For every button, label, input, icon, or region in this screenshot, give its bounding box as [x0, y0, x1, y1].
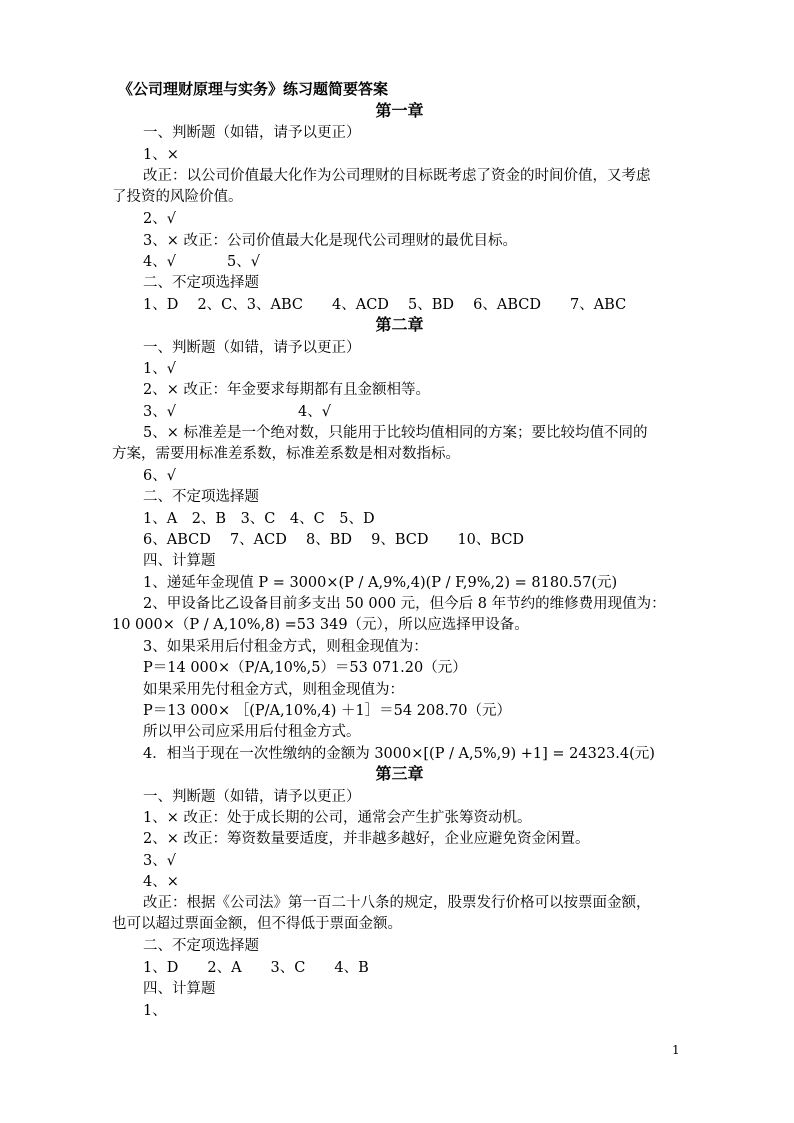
document-title: 《公司理财原理与实务》练习题简要答案 — [118, 80, 389, 98]
answer-line: 方案，需要用标准差系数，标准差系数是相对数指标。 — [112, 446, 460, 462]
section-heading: 二、不定项选择题 — [143, 489, 259, 505]
answer-line: 3、× 改正：公司价值最大化是现代公司理财的最优目标。 — [143, 233, 517, 249]
section-heading: 一、判断题（如错，请予以更正） — [143, 340, 361, 356]
answer-line: 5、√ — [227, 254, 260, 270]
answer-line: 4、√ — [298, 404, 331, 420]
section-heading: 一、判断题（如错，请予以更正） — [143, 125, 361, 141]
calc-line: 所以甲公司应采用后付租金方式。 — [143, 724, 361, 740]
page-number: 1 — [672, 1043, 680, 1057]
section-heading: 二、不定项选择题 — [143, 275, 259, 291]
section-heading: 一、判断题（如错，请予以更正） — [143, 789, 361, 805]
calc-line: 3、如果采用后付租金方式，则租金现值为： — [143, 639, 428, 655]
calc-line: P＝14 000×（P/A,10%,5）＝53 071.20（元） — [143, 660, 467, 676]
answer-line: 4、√ — [143, 254, 176, 270]
calc-line: 2、甲设备比乙设备目前多支出 50 000 元，但今后 8 年节约的维修费用现值为： — [143, 596, 666, 612]
calc-line: 4．相当于现在一次性缴纳的金额为 3000×[(P / A,5%,9) +1] = 24323.4(元) — [143, 746, 655, 762]
answer-line: 3、√ — [143, 853, 176, 869]
calc-line: 如果采用先付租金方式，则租金现值为： — [143, 682, 404, 698]
answer-line: 1、D 2、C、3、ABC 4、ACD 5、BD 6、ABCD 7、ABC — [143, 297, 627, 313]
answer-line: 1、× 改正：处于成长期的公司，通常会产生扩张筹资动机。 — [143, 810, 532, 826]
section-heading: 二、不定项选择题 — [143, 938, 259, 954]
answer-line: 2、× 改正：筹资数量要适度，并非越多越好，企业应避免资金闲置。 — [143, 831, 590, 847]
calc-line: 10 000×（P / A,10%,8) =53 349（元），所以应选择甲设备。 — [112, 617, 529, 633]
answer-line: 6、√ — [143, 468, 176, 484]
answer-line: 1、A 2、B 3、C 4、C 5、D — [143, 511, 375, 527]
answer-line: 改正：根据《公司法》第一百二十八条的规定，股票发行价格可以按票面金额， — [143, 895, 651, 911]
answer-line: 4、× — [143, 874, 179, 890]
answer-line: 也可以超过票面金额，但不得低于票面金额。 — [112, 916, 402, 932]
answer-line: 2、× 改正：年金要求每期都有且金额相等。 — [143, 382, 430, 398]
answer-line: 5、× 标准差是一个绝对数，只能用于比较均值相同的方案；要比较均值不同的 — [143, 425, 648, 441]
chapter-1-heading: 第一章 — [375, 101, 424, 120]
section-heading: 四、计算题 — [143, 553, 216, 569]
answer-line: 1、√ — [143, 361, 176, 377]
answer-line: 1、D 2、A 3、C 4、B — [143, 960, 369, 976]
answer-line: 1、 — [143, 1003, 167, 1019]
answer-line: 6、ABCD 7、ACD 8、BD 9、BCD 10、BCD — [143, 532, 525, 548]
calc-line: P＝13 000× ［(P/A,10%,4) ＋1］＝54 208.70（元） — [143, 703, 511, 719]
answer-line: 3、√ — [143, 404, 176, 420]
calc-line: 1、递延年金现值 P = 3000×(P / A,9%,4)(P / F,9%,2) = 8180.57(元) — [143, 575, 618, 591]
answer-line: 1、× — [143, 147, 179, 163]
answer-line: 改正：以公司价值最大化作为公司理财的目标既考虑了资金的时间价值，又考虑 — [143, 168, 651, 184]
answer-line: 2、√ — [143, 211, 176, 227]
answer-line: 了投资的风险价值。 — [112, 189, 243, 205]
chapter-2-heading: 第二章 — [375, 315, 424, 334]
section-heading: 四、计算题 — [143, 981, 216, 997]
chapter-3-heading: 第三章 — [375, 764, 424, 783]
